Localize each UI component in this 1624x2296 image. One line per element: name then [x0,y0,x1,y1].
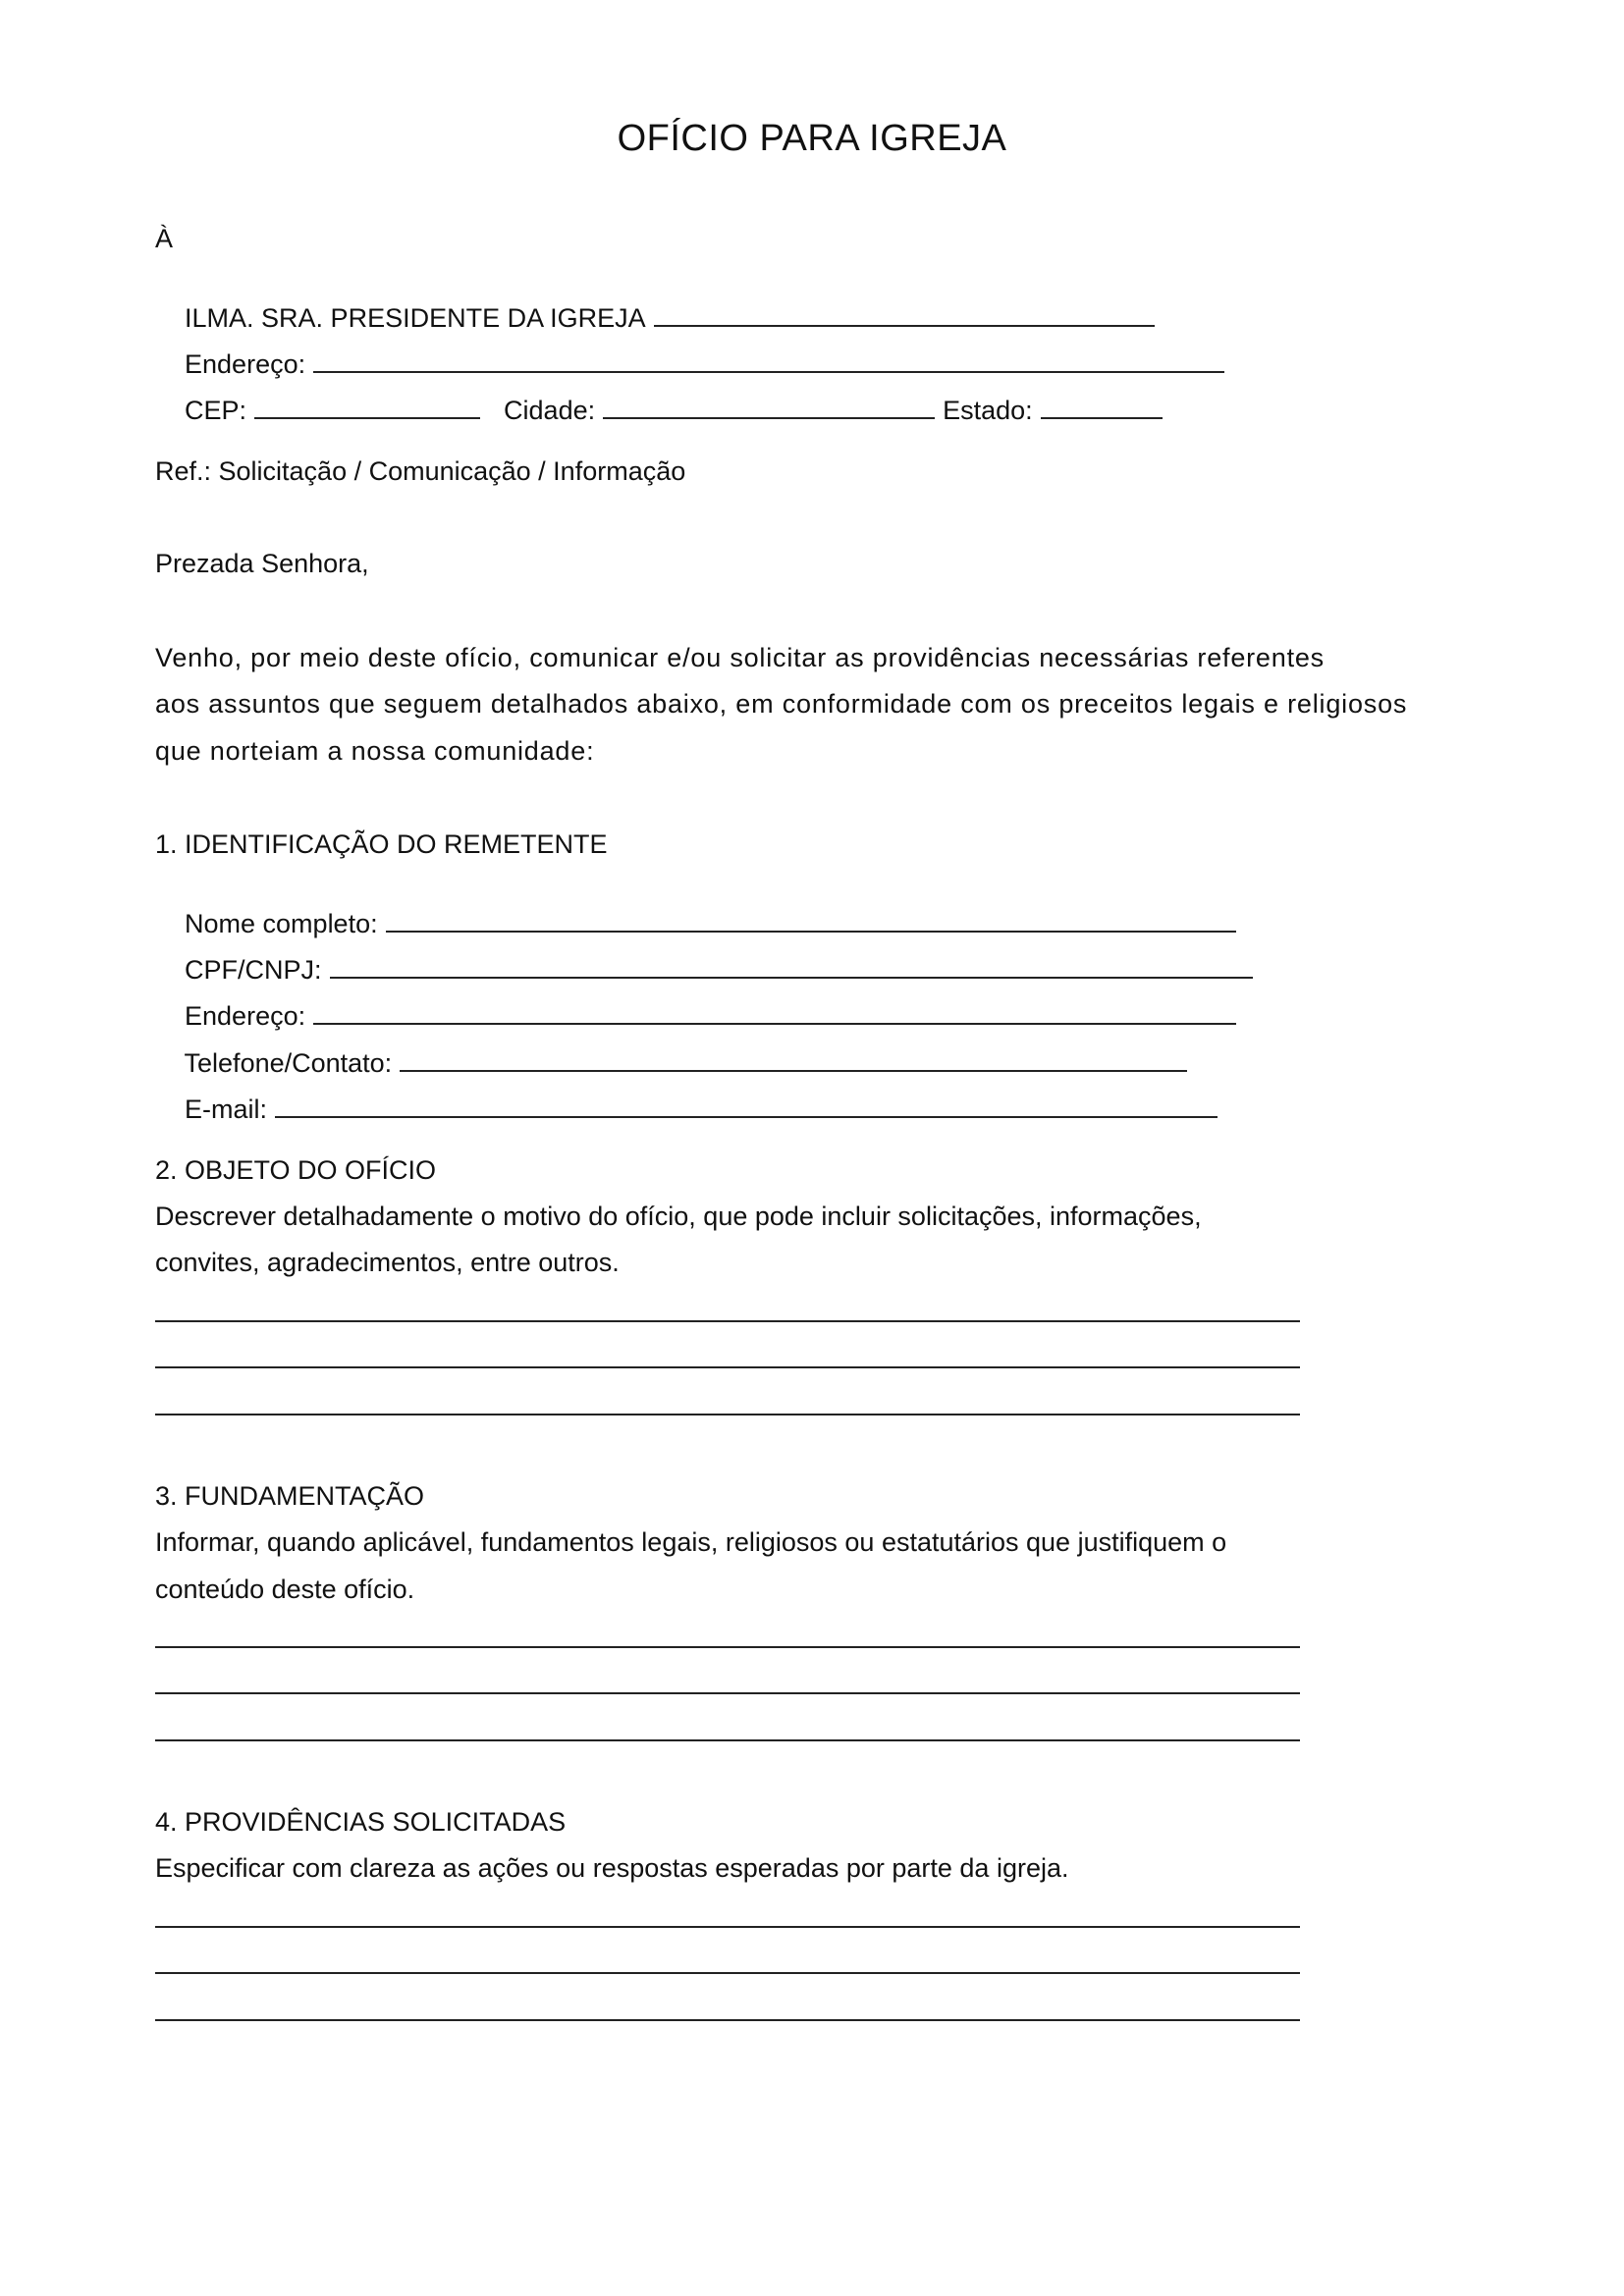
section-text: Descrever detalhadamente o motivo do ofício, que pode incluir solicitações, informações, [155,1201,1202,1231]
section-heading-measures: 4. PROVIDÊNCIAS SOLICITADAS [155,1807,567,1837]
grounds-answer-line[interactable] [155,1646,1300,1648]
city-label: Cidade: [504,396,596,425]
section-heading-grounds: 3. FUNDAMENTAÇÃO [155,1481,425,1511]
object-answer-line[interactable] [155,1320,1300,1322]
grounds-answer-line[interactable] [155,1739,1300,1741]
state-label: Estado: [943,396,1033,425]
city-field[interactable] [603,394,935,419]
section-text: Especificar com clareza as ações ou respostas esperadas por parte da igreja. [155,1853,1069,1883]
cep-field[interactable] [254,394,480,419]
recipient-addressee-label: ILMA. SRA. PRESIDENTE DA IGREJA [185,303,646,333]
sender-cpf-label: CPF/CNPJ: [185,955,322,985]
section-text: convites, agradecimentos, entre outros. [155,1248,620,1277]
reference-line: Ref.: Solicitação / Comunicação / Informação [155,456,686,486]
cep-label: CEP: [185,396,247,425]
sender-email-field[interactable] [275,1093,1218,1118]
measures-answer-line[interactable] [155,1972,1300,1974]
state-field[interactable] [1041,394,1163,419]
sender-email-label: E-mail: [185,1095,268,1124]
measures-answer-line[interactable] [155,1926,1300,1928]
section-heading-sender: 1. IDENTIFICAÇÃO DO REMETENTE [155,829,608,859]
grounds-answer-line[interactable] [155,1692,1300,1694]
section-text: conteúdo deste ofício. [155,1575,415,1604]
recipient-to: À [155,224,174,253]
sender-phone-label: Telefone/Contato: [184,1048,393,1078]
section-text: Informar, quando aplicável, fundamentos legais, religiosos ou estatutários que justifiquem o [155,1527,1227,1557]
recipient-address-label: Endereço: [185,349,306,379]
sender-address-label: Endereço: [185,1001,306,1031]
object-answer-line[interactable] [155,1414,1300,1415]
recipient-location-row [155,360,1163,460]
section-heading-object: 2. OBJETO DO OFÍCIO [155,1155,437,1185]
intro-line: aos assuntos que seguem detalhados abaixo, em conformidade com os preceitos legais e religiosos [155,689,1408,719]
sender-name-label: Nome completo: [185,909,378,938]
sender-email-row [155,1059,1218,1159]
salutation: Prezada Senhora, [155,549,369,578]
intro-line: Venho, por meio deste ofício, comunicar e/ou solicitar as providências necessárias referentes [155,643,1325,672]
document-title: OFÍCIO PARA IGREJA [617,118,1007,159]
measures-answer-line[interactable] [155,2019,1300,2021]
intro-line: que norteiam a nossa comunidade: [155,736,595,766]
object-answer-line[interactable] [155,1366,1300,1368]
